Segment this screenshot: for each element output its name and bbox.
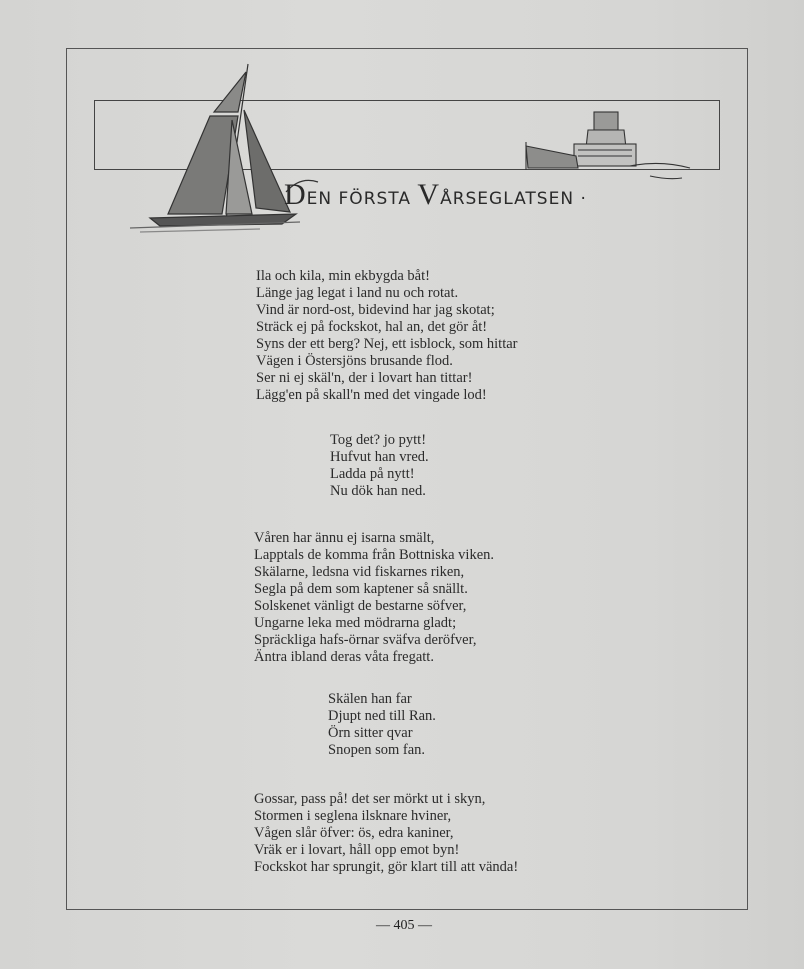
stanza-line: Nu dök han ned. bbox=[330, 483, 426, 499]
stanza-line: Stormen i seglena ilsknare hviner, bbox=[254, 808, 452, 824]
stanza-line: Lägg'en på skall'n med det vingade lod! bbox=[256, 387, 487, 403]
stanza-line: Skälarne, ledsna vid fiskarnes riken, bbox=[254, 564, 465, 580]
stanza-5 bbox=[254, 791, 518, 876]
stanza-line: Lapptals de komma från Bottniska viken. bbox=[254, 547, 495, 563]
title-initial-d: D bbox=[284, 178, 307, 211]
stanza-line: Ladda på nytt! bbox=[330, 466, 415, 482]
stanza-line: Ser ni ej skäl'n, der i lovart han tittar! bbox=[256, 370, 473, 386]
stanza-line: Tog det? jo pytt! bbox=[330, 432, 427, 448]
title-initial-v: V bbox=[417, 178, 441, 211]
stanza-line: Vräk er i lovart, håll opp emot byn! bbox=[254, 842, 460, 858]
stanza-line: Vågen slår öfver: ös, edra kaniner, bbox=[254, 825, 454, 841]
stanza-3 bbox=[254, 530, 494, 666]
sailboat-icon bbox=[130, 64, 300, 232]
title-dot: · bbox=[580, 189, 587, 209]
stanza-line: Skälen han far bbox=[328, 691, 412, 707]
stanza-line: Spräckliga hafs-örnar sväfva deröfver, bbox=[254, 632, 477, 648]
stanza-line: Djupt ned till Ran. bbox=[328, 708, 436, 724]
page-number: — 405 — bbox=[376, 918, 432, 933]
stanza-line: Hufvut han vred. bbox=[330, 449, 429, 465]
stanza-2 bbox=[330, 432, 429, 500]
stanza-line: Ila och kila, min ekbygda båt! bbox=[256, 268, 430, 284]
lighthouse-icon bbox=[526, 112, 690, 179]
stanza-line: Sträck ej på fockskot, hal an, det gör åt! bbox=[256, 319, 488, 335]
stanza-line: Äntra ibland deras våta fregatt. bbox=[254, 649, 434, 665]
stanza-line: Snopen som fan. bbox=[328, 742, 426, 758]
stanza-1 bbox=[256, 268, 518, 404]
stanza-line: Solskenet vänligt de bestarne söfver, bbox=[254, 598, 467, 614]
stanza-line: Syns der ett berg? Nej, ett isblock, som hittar bbox=[256, 336, 518, 352]
stanza-4 bbox=[328, 691, 436, 759]
poem-title bbox=[284, 178, 587, 212]
stanza-line: Vind är nord-ost, bidevind har jag skotat; bbox=[256, 302, 495, 318]
stanza-line: Våren har ännu ej isarna smält, bbox=[254, 530, 435, 546]
stanza-line: Vägen i Östersjöns brusande flod. bbox=[256, 353, 453, 369]
stanza-line: Segla på dem som kaptener så snällt. bbox=[254, 581, 468, 597]
stanza-line: Örn sitter qvar bbox=[328, 725, 413, 741]
title-part-1: EN FÖRSTA bbox=[306, 189, 418, 209]
stanza-line: Ungarne leka med mödrarna gladt; bbox=[254, 615, 457, 631]
title-part-2: ÅRSEGLATSEN bbox=[440, 189, 575, 209]
stanza-line: Gossar, pass på! det ser mörkt ut i skyn, bbox=[254, 791, 486, 807]
stanza-line: Fockskot har sprungit, gör klart till att vända! bbox=[254, 859, 519, 875]
stanza-line: Länge jag legat i land nu och rotat. bbox=[256, 285, 459, 301]
